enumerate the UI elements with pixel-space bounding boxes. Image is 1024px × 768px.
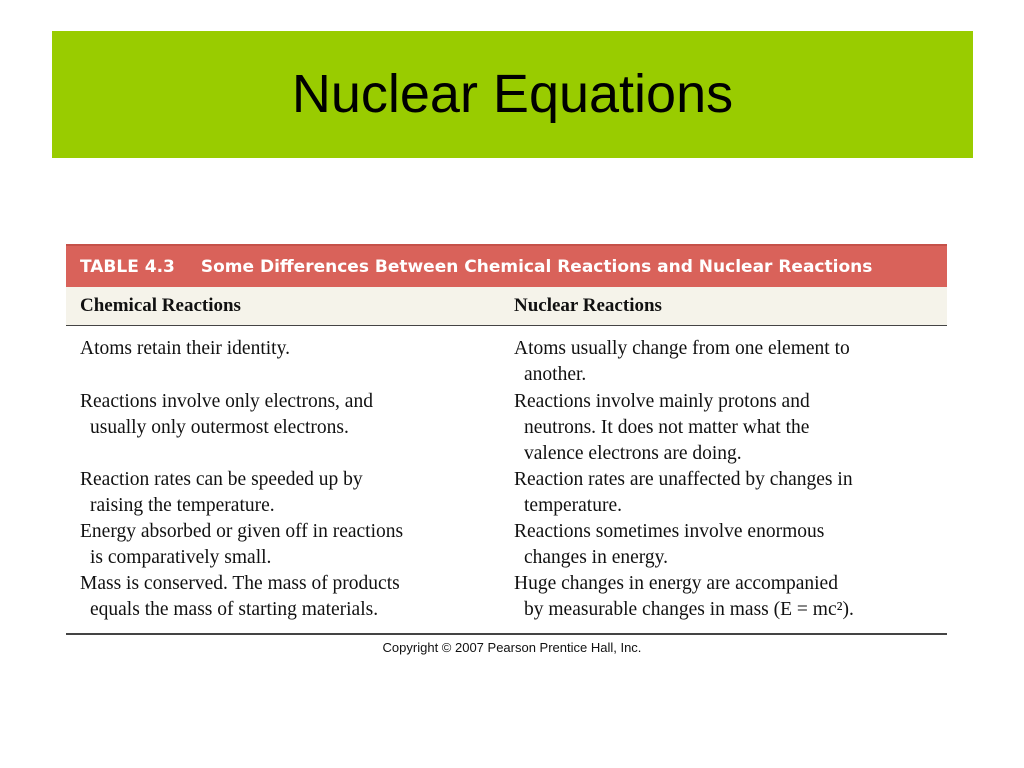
table-cell-nuclear [514,389,939,467]
cell-line: Mass is conserved. The mass of products [80,573,400,594]
table-cell-nuclear [514,571,939,623]
table-cell-chemical [80,519,505,571]
title-banner [52,31,973,158]
table-cell-nuclear [514,519,939,571]
cell-line: Reactions involve only electrons, and [80,391,373,412]
table-cell-chemical [80,467,505,519]
header-nuclear-reactions: Nuclear Reactions [514,295,662,316]
table-cell-chemical [80,389,505,441]
table-cell-chemical [80,571,505,623]
table-body [66,326,947,635]
comparison-table [66,244,947,635]
table-number: TABLE 4.3 [80,256,175,277]
cell-line: equals the mass of starting materials. [90,599,379,620]
cell-line: usually only outermost electrons. [90,417,349,438]
table-header-row [66,287,947,326]
cell-line: Reactions sometimes involve enormous [514,521,825,542]
cell-line: Reaction rates are unaffected by changes in [514,469,853,490]
cell-line: Huge changes in energy are accompanied [514,573,838,594]
table-cell-chemical [80,336,505,362]
cell-line: Atoms retain their identity. [80,338,290,359]
slide-title: Nuclear Equations [291,64,734,124]
cell-line: Reactions involve mainly protons and [514,391,810,412]
cell-line: by measurable changes in mass (E = mc²). [524,599,854,620]
cell-line: neutrons. It does not matter what the [524,417,810,438]
copyright-notice: Copyright © 2007 Pearson Prentice Hall, Inc. [382,640,642,655]
cell-line: changes in energy. [524,547,669,568]
cell-line: another. [524,364,587,385]
cell-line: temperature. [524,495,622,516]
cell-line: Energy absorbed or given off in reactions [80,521,404,542]
table-caption [66,244,947,287]
cell-line: is comparatively small. [90,547,272,568]
cell-line: valence electrons are doing. [524,443,742,464]
table-title: Some Differences Between Chemical Reactions and Nuclear Reactions [200,256,873,277]
cell-line: raising the temperature. [90,495,275,516]
cell-line: Atoms usually change from one element to [514,338,850,359]
cell-line: Reaction rates can be speeded up by [80,469,363,490]
table-cell-nuclear [514,336,939,388]
header-chemical-reactions: Chemical Reactions [80,295,241,316]
table-cell-nuclear [514,467,939,519]
